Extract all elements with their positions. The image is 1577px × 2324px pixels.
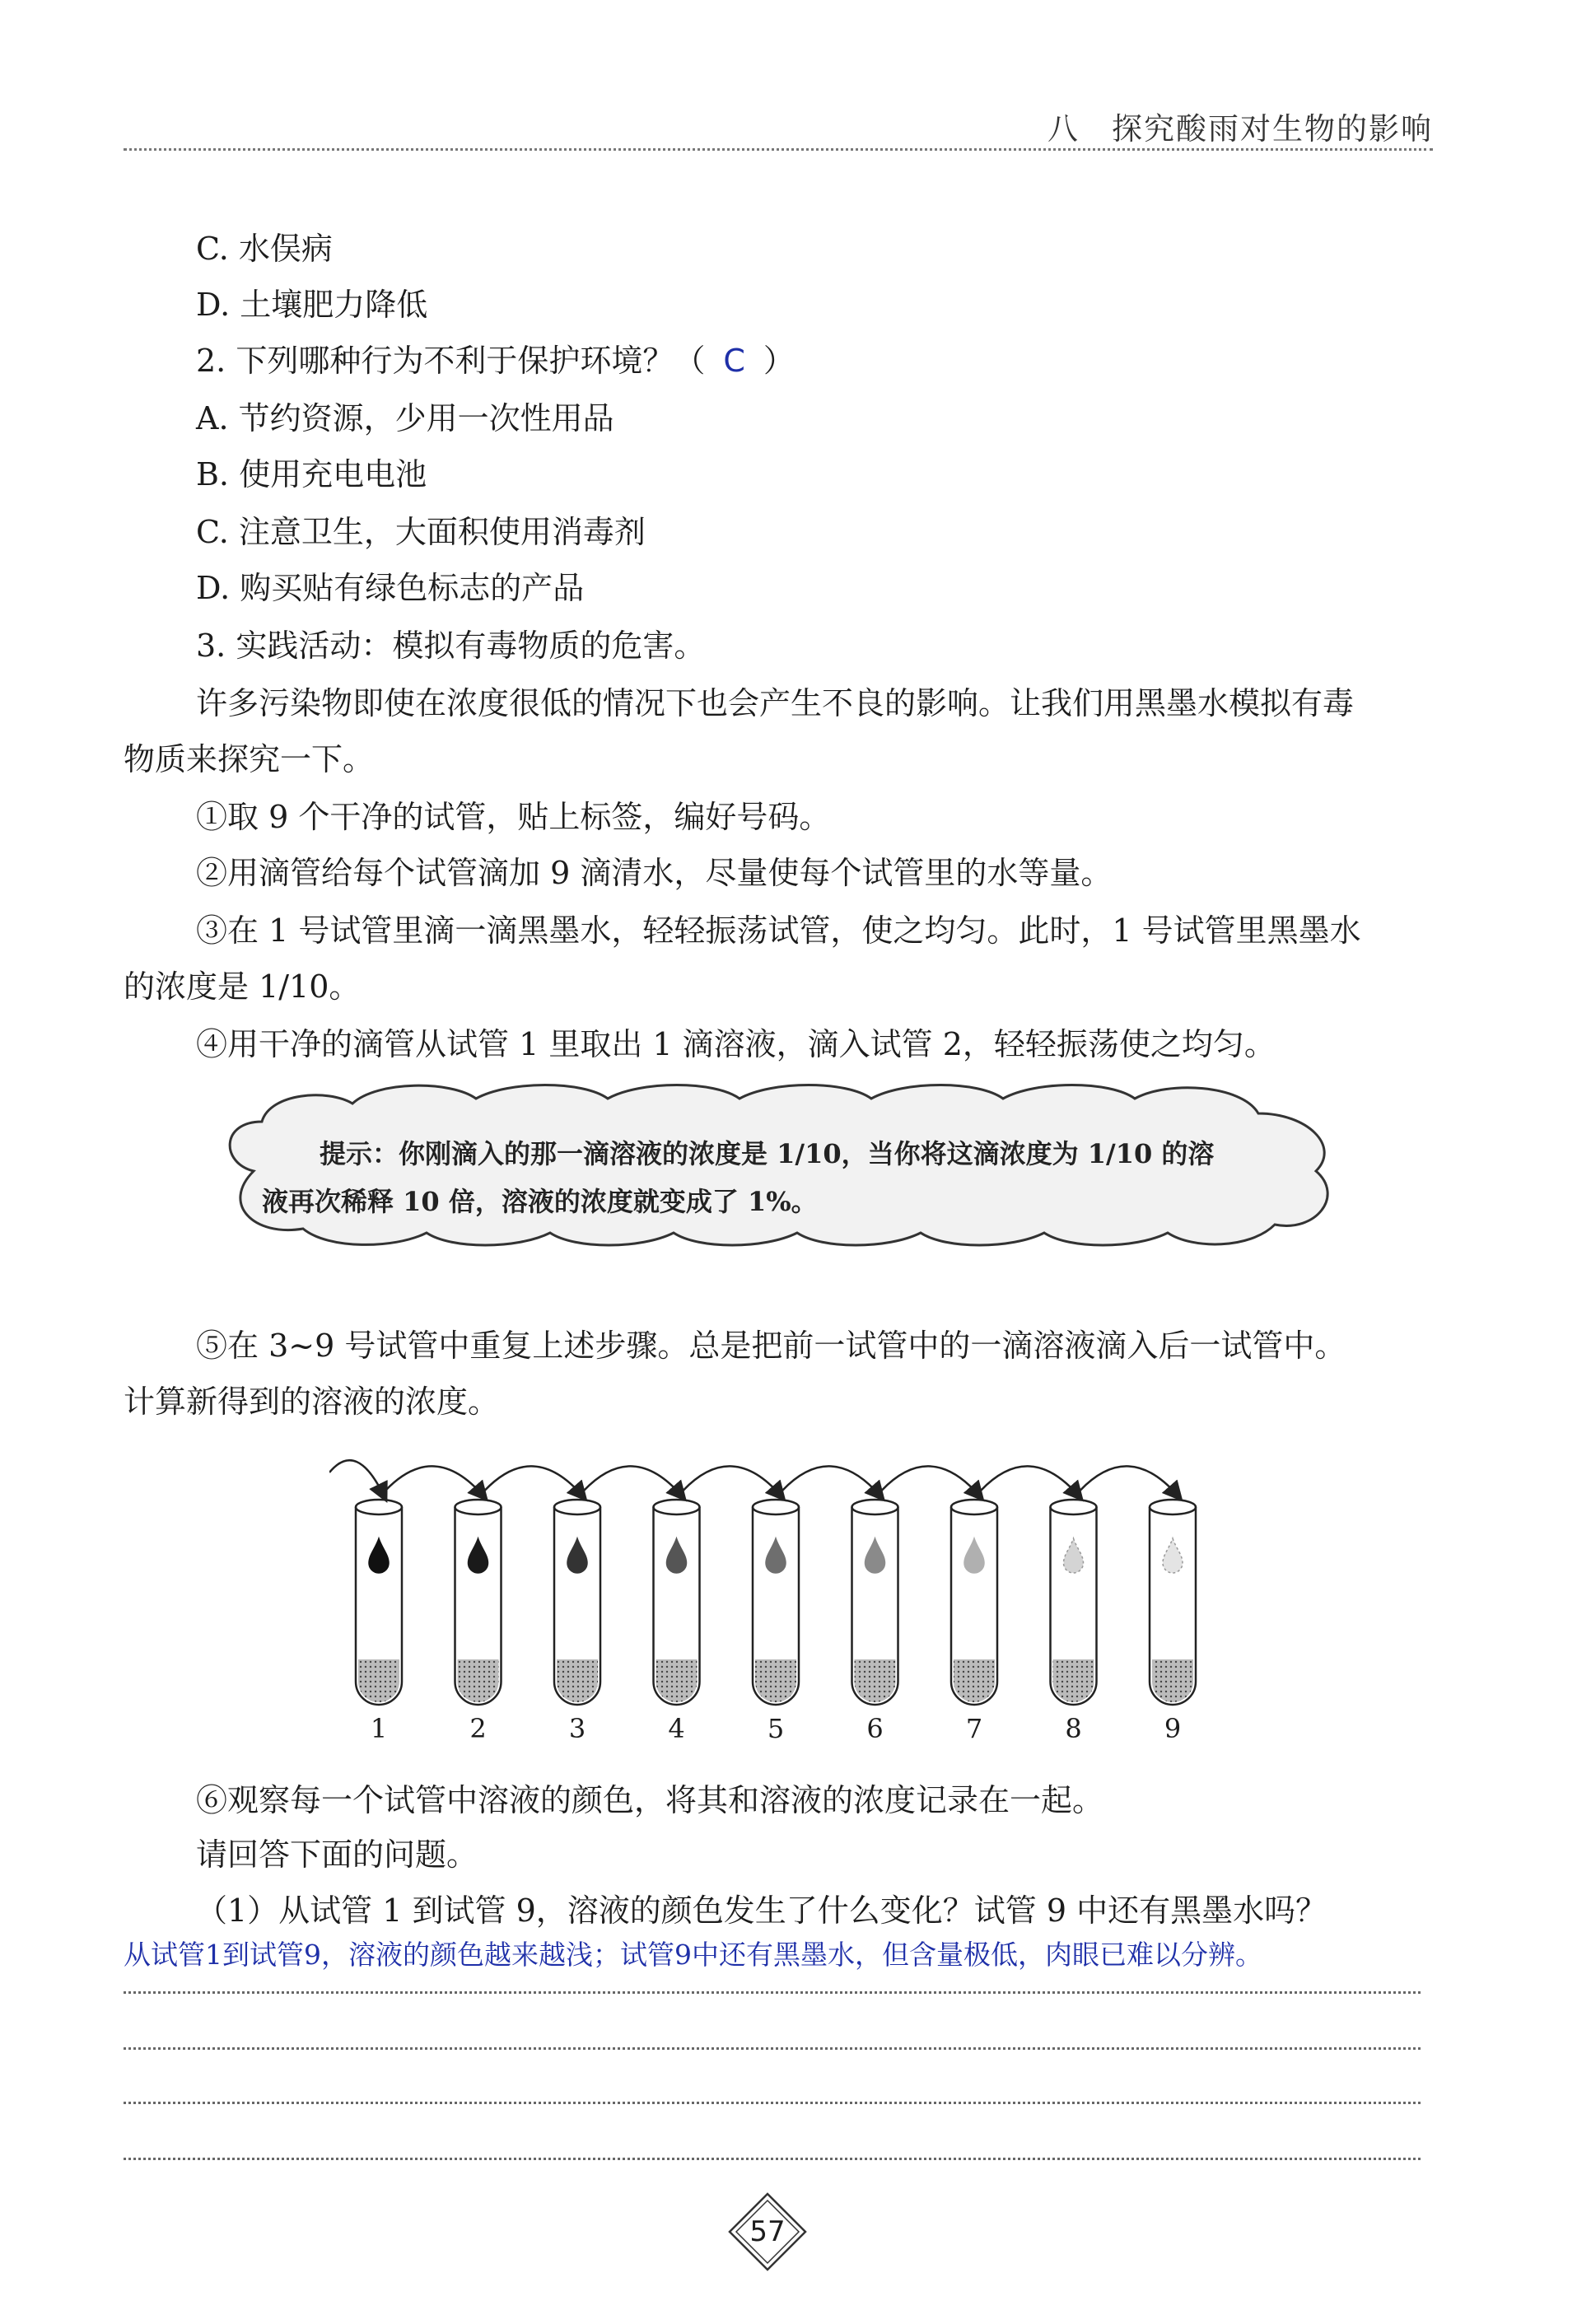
q3-subquestion-1: （1）从试管 1 到试管 9，溶液的颜色发生了什么变化？试管 9 中还有黑墨水吗？ xyxy=(196,1892,1327,1929)
q2-option-d: D. 购买贴有绿色标志的产品 xyxy=(196,570,585,606)
transfer-arrow-icon xyxy=(981,1466,1079,1496)
answer-line-2 xyxy=(124,2047,1421,2050)
tube-label-9: 9 xyxy=(1164,1713,1182,1744)
test-tube-9 xyxy=(1150,1500,1196,1705)
q2-question-text: 2. 下列哪种行为不利于保护环境？（ xyxy=(196,343,706,379)
test-tube-diagram xyxy=(329,1458,1235,1754)
test-tube-6 xyxy=(852,1500,898,1705)
answer-line-4 xyxy=(124,2158,1421,2160)
tube-label-1: 1 xyxy=(370,1713,388,1744)
q2-option-b: B. 使用充电电池 xyxy=(196,456,427,492)
sediment xyxy=(855,1659,896,1702)
q3-step-3-line-1: ③在 1 号试管里滴一滴黑墨水，轻轻振荡试管，使之均匀。此时，1 号试管里黑墨水 xyxy=(196,912,1361,949)
sediment xyxy=(1053,1659,1094,1702)
q3-step-2: ②用滴管给每个试管滴加 9 滴清水，尽量使每个试管里的水等量。 xyxy=(196,855,1113,891)
q2-option-c: C. 注意卫生，大面积使用消毒剂 xyxy=(196,514,646,550)
q1-option-d: D. 土壤肥力降低 xyxy=(196,287,428,323)
test-tube-7 xyxy=(951,1500,997,1705)
sediment xyxy=(755,1659,796,1702)
test-tube-4 xyxy=(654,1500,700,1705)
answer-line-1 xyxy=(124,1991,1421,1994)
transfer-arrow-icon xyxy=(684,1466,782,1496)
q2-option-a: A. 节约资源，少用一次性用品 xyxy=(196,400,614,436)
tube-label-6: 6 xyxy=(866,1713,884,1744)
hint-line-2: 液再次稀释 10 倍，溶液的浓度就变成了 1%。 xyxy=(262,1186,818,1217)
q3-intro-line-1: 许多污染物即使在浓度很低的情况下也会产生不良的影响。让我们用黑墨水模拟有毒 xyxy=(196,685,1355,721)
q2-question-suffix: ） xyxy=(763,343,795,379)
q3-step-6: ⑥观察每一个试管中溶液的颜色，将其和溶液的浓度记录在一起。 xyxy=(196,1782,1104,1818)
hint-cloud xyxy=(204,1080,1349,1249)
answer-line-3 xyxy=(124,2102,1421,2104)
test-tube-5 xyxy=(753,1500,799,1705)
transfer-arrow-icon xyxy=(882,1466,980,1496)
sediment xyxy=(954,1659,995,1702)
tube-label-3: 3 xyxy=(568,1713,586,1744)
q2-question xyxy=(196,341,795,380)
transfer-arrow-icon xyxy=(1080,1466,1178,1496)
sediment xyxy=(656,1659,698,1702)
tube-label-2: 2 xyxy=(469,1713,487,1744)
sediment xyxy=(458,1659,499,1702)
transfer-arrow-icon xyxy=(485,1466,583,1496)
q1-option-c: C. 水俣病 xyxy=(196,231,333,267)
test-tube-3 xyxy=(554,1500,600,1705)
sediment xyxy=(557,1659,598,1702)
transfer-arrow-icon xyxy=(329,1460,384,1496)
test-tube-8 xyxy=(1051,1500,1097,1705)
q3-step-4: ④用干净的滴管从试管 1 里取出 1 滴溶液，滴入试管 2，轻轻振荡使之均匀。 xyxy=(196,1026,1276,1062)
transfer-arrow-icon xyxy=(385,1466,483,1496)
tube-label-7: 7 xyxy=(965,1713,983,1744)
q3-step-5-line-2: 计算新得到的溶液的浓度。 xyxy=(124,1384,500,1420)
q3-title: 3. 实践活动：模拟有毒物质的危害。 xyxy=(196,628,706,664)
page-number: 57 xyxy=(749,2215,786,2248)
hint-text xyxy=(262,1130,1299,1225)
sediment xyxy=(358,1659,399,1702)
q3-prompt: 请回答下面的问题。 xyxy=(196,1836,478,1873)
sediment xyxy=(1152,1659,1193,1702)
tube-label-4: 4 xyxy=(668,1713,685,1744)
q2-answer: C xyxy=(723,343,745,379)
page-number-badge xyxy=(726,2191,809,2273)
q3-step-1: ①取 9 个干净的试管，贴上标签，编好号码。 xyxy=(196,799,831,835)
tube-label-8: 8 xyxy=(1065,1713,1082,1744)
chapter-title: 八 探究酸雨对生物的影响 xyxy=(1047,111,1433,147)
page-header xyxy=(124,99,1433,151)
hint-line-1: 提示：你刚滴入的那一滴溶液的浓度是 1/10，当你将这滴浓度为 1/10 的溶 xyxy=(320,1138,1215,1169)
transfer-arrow-icon xyxy=(584,1466,682,1496)
test-tube-1 xyxy=(356,1500,402,1705)
q3-subquestion-1-answer: 从试管1到试管9，溶液的颜色越来越浅；试管9中还有黑墨水，但含量极低，肉眼已难以分辨。 xyxy=(124,1939,1262,1971)
test-tube-2 xyxy=(455,1500,502,1705)
q3-intro-line-2: 物质来探究一下。 xyxy=(124,741,375,777)
q3-step-3-line-2: 的浓度是 1/10。 xyxy=(124,968,361,1005)
transfer-arrow-icon xyxy=(782,1466,880,1496)
tube-label-5: 5 xyxy=(767,1713,785,1744)
q3-step-5-line-1: ⑤在 3~9 号试管中重复上述步骤。总是把前一试管中的一滴溶液滴入后一试管中。 xyxy=(196,1328,1346,1364)
